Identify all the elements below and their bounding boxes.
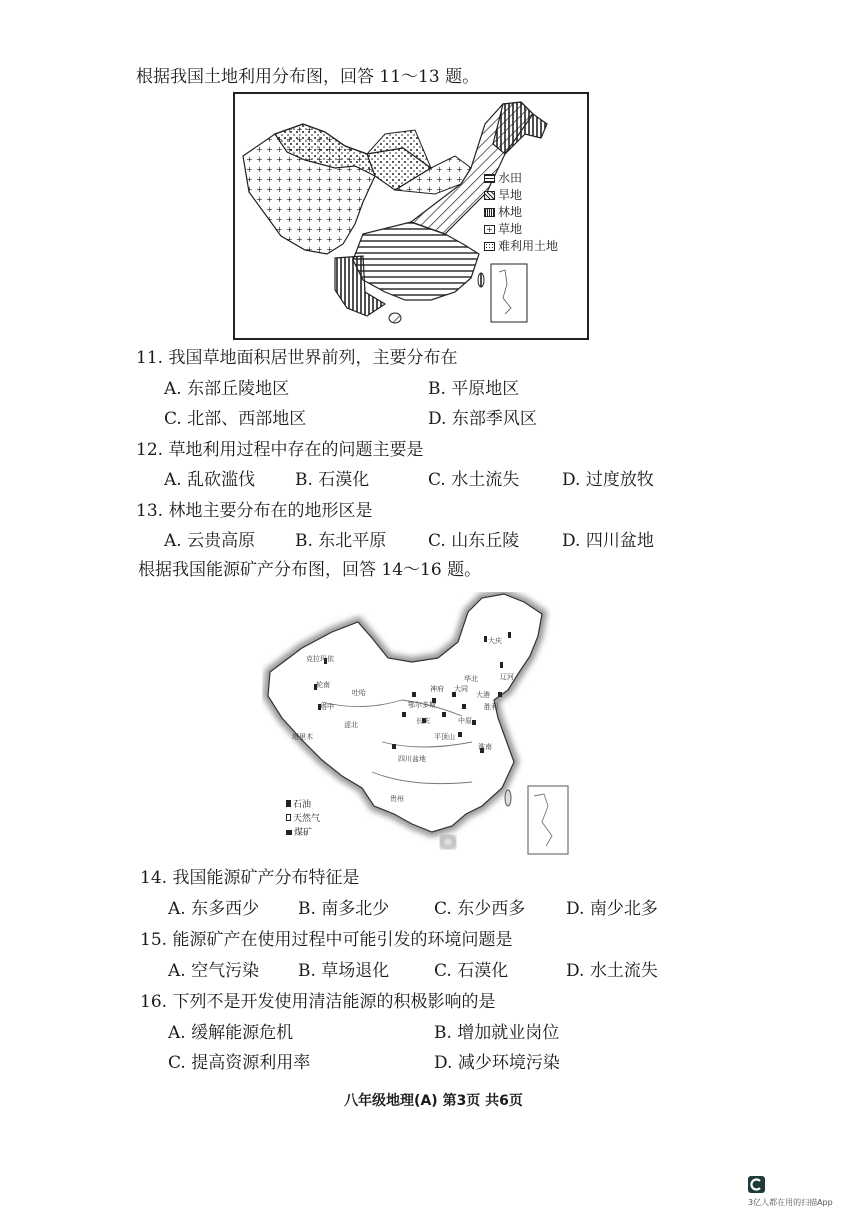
- scanner-logo-icon: [748, 1176, 765, 1193]
- legend-item-grass: [484, 221, 558, 238]
- q13-option-c: C. 山东丘陵: [428, 531, 520, 551]
- map-label: 塔中: [320, 703, 334, 711]
- intro-text-1: 根据我国土地利用分布图，回答 11～13 题。: [136, 67, 480, 87]
- land-use-legend: [484, 170, 558, 255]
- question-16: 16. 下列不是开发使用清洁能源的积极影响的是: [140, 992, 496, 1012]
- legend-label: 草地: [498, 222, 523, 236]
- legend-item-gas: [286, 812, 320, 826]
- map-label: 大庆: [488, 637, 502, 645]
- unusable-swatch-icon: [484, 242, 495, 251]
- q14-option-a: A. 东多西少: [168, 899, 260, 919]
- map-label: 轮南: [316, 681, 330, 689]
- legend-item-dryland: [484, 187, 558, 204]
- legend-label: 林地: [498, 205, 523, 219]
- q12-option-c: C. 水土流失: [428, 470, 520, 490]
- map-label: 大同: [454, 685, 468, 693]
- q13-option-a: A. 云贵高原: [164, 531, 256, 551]
- map-label: 中原: [458, 717, 472, 725]
- map-label: 大港: [476, 691, 490, 699]
- grass-swatch-icon: +: [484, 225, 495, 234]
- map-label: 神府: [430, 685, 444, 693]
- coal-icon: [286, 830, 292, 835]
- legend-item-coal: [286, 826, 320, 840]
- map-label: 鄂尔多斯: [408, 701, 436, 709]
- legend-label: 难利用土地: [498, 239, 559, 253]
- map-label: 吐哈: [352, 689, 366, 697]
- q13-option-b: B. 东北平原: [295, 531, 387, 551]
- question-12: 12. 草地利用过程中存在的问题主要是: [136, 440, 424, 460]
- legend-label: 天然气: [293, 814, 321, 824]
- page-footer: 八年级地理(A) 第3页 共6页: [344, 1093, 523, 1109]
- q12-option-d: D. 过度放牧: [562, 470, 654, 490]
- question-13: 13. 林地主要分布在的地形区是: [136, 501, 373, 521]
- paddy-swatch-icon: [484, 174, 495, 183]
- map-label: 贵州: [390, 795, 404, 803]
- energy-legend: [286, 798, 320, 840]
- map-label: 四川盆地: [398, 755, 426, 763]
- q11-option-c: C. 北部、西部地区: [164, 409, 307, 429]
- map-label: 辽河: [500, 673, 514, 681]
- map-label: 平顶山: [434, 733, 455, 741]
- legend-label: 煤矿: [294, 828, 313, 838]
- map-label: 淮南: [478, 743, 492, 751]
- oil-icon: [286, 800, 291, 807]
- q15-option-a: A. 空气污染: [168, 961, 260, 981]
- scanner-watermark: 3亿人都在用的扫描App: [748, 1198, 833, 1207]
- intro-text-2: 根据我国能源矿产分布图，回答 14～16 题。: [138, 560, 482, 580]
- dryland-swatch-icon: [484, 191, 495, 200]
- question-14: 14. 我国能源矿产分布特征是: [140, 868, 360, 888]
- q15-option-b: B. 草场退化: [298, 961, 390, 981]
- map-label: 长庆: [416, 717, 430, 725]
- q14-option-b: B. 南多北少: [298, 899, 390, 919]
- question-15: 15. 能源矿产在使用过程中可能引发的环境问题是: [140, 930, 513, 950]
- q12-option-a: A. 乱砍滥伐: [164, 470, 256, 490]
- energy-mineral-map: [262, 592, 574, 860]
- q16-option-c: C. 提高资源利用率: [168, 1053, 311, 1073]
- legend-item-unusable: [484, 238, 558, 255]
- map-label: 华北: [464, 675, 478, 683]
- gas-icon: [286, 814, 291, 821]
- map-label: 克拉玛依: [306, 655, 334, 663]
- q12-option-b: B. 石漠化: [295, 470, 370, 490]
- q16-option-a: A. 缓解能源危机: [168, 1023, 294, 1043]
- q16-option-b: B. 增加就业岗位: [434, 1023, 560, 1043]
- q14-option-c: C. 东少西多: [434, 899, 526, 919]
- legend-item-paddy: [484, 170, 558, 187]
- legend-label: 旱地: [498, 188, 523, 202]
- legend-item-forest: [484, 204, 558, 221]
- q16-option-d: D. 减少环境污染: [434, 1053, 560, 1073]
- q11-option-b: B. 平原地区: [428, 379, 520, 399]
- q11-option-d: D. 东部季风区: [428, 409, 537, 429]
- legend-label: 石油: [293, 800, 312, 810]
- map-label: 胜利: [484, 703, 498, 711]
- legend-label: 水田: [498, 171, 523, 185]
- q15-option-d: D. 水土流失: [566, 961, 658, 981]
- q11-option-a: A. 东部丘陵地区: [164, 379, 290, 399]
- question-11: 11. 我国草地面积居世界前列，主要分布在: [136, 348, 458, 368]
- q13-option-d: D. 四川盆地: [562, 531, 654, 551]
- q15-option-c: C. 石漠化: [434, 961, 509, 981]
- map-label: 塔里木: [292, 733, 313, 741]
- forest-swatch-icon: [484, 208, 495, 217]
- q14-option-d: D. 南少北多: [566, 899, 658, 919]
- map-label: 涩北: [344, 721, 358, 729]
- legend-item-oil: [286, 798, 320, 812]
